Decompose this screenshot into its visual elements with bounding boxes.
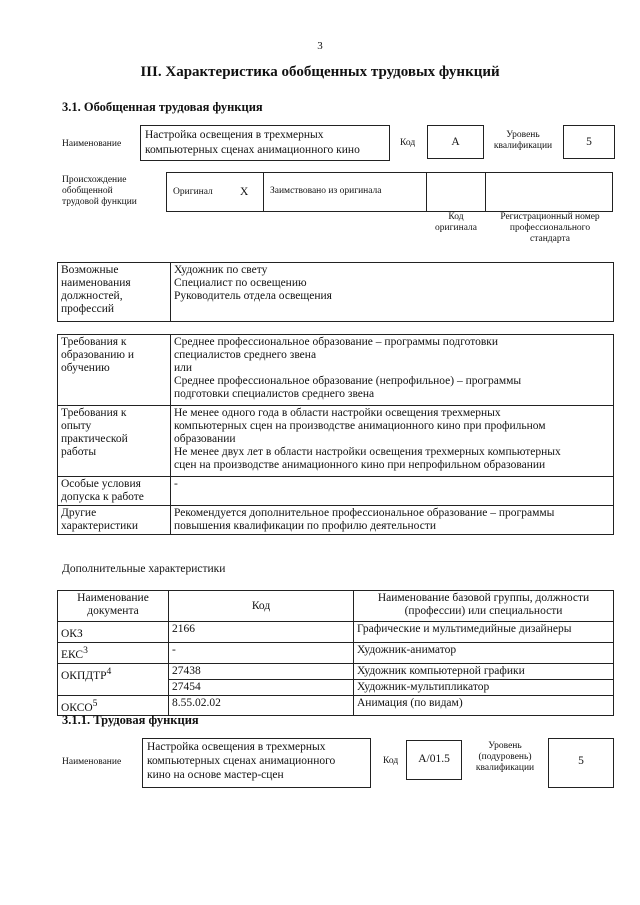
table-row <box>58 335 614 406</box>
name-cell: Художник-аниматор <box>354 642 614 663</box>
requirement-value-line: Рекомендуется дополнительное профессиональное образование – программы <box>174 507 555 519</box>
function-code-value: A/01.5 <box>418 753 450 765</box>
doc-cell <box>58 622 169 643</box>
positions-label-line: должностей, <box>61 290 123 302</box>
positions-label-line: Возможные <box>61 264 119 276</box>
additional-table <box>57 590 614 716</box>
requirement-value-cell <box>171 406 614 477</box>
position-item: Художник по свету <box>174 264 268 276</box>
table-row <box>58 663 614 679</box>
requirement-value-line: Среднее профессиональное образование – программы подготовки <box>174 336 499 348</box>
requirement-value-line: Среднее профессиональное образование (непрофильное) – программы <box>174 375 522 387</box>
function-name-line2: компьютерных сценах анимационного <box>147 755 336 767</box>
requirement-label-cell <box>58 506 171 535</box>
code-cell: 2166 <box>169 622 354 643</box>
positions-table <box>57 262 614 322</box>
requirement-value-line: Не менее одного года в области настройки освещения трехмерных <box>174 407 501 419</box>
doc-name: ОКПДТР <box>61 669 107 682</box>
original-mark: X <box>240 186 249 198</box>
requirement-label-line: образованию и <box>61 349 134 361</box>
function-level-line2: (подуровень) <box>478 752 532 762</box>
section-heading-3-1: 3.1. Обобщенная трудовая функция <box>62 100 263 114</box>
code-value-box <box>427 125 484 159</box>
level-label-line1: Уровень <box>506 130 540 140</box>
column-header-name <box>354 591 614 622</box>
doc-name: ОКСО <box>61 701 93 714</box>
doc-cell <box>58 663 169 695</box>
function-name-line3: кино на основе мастер-сцен <box>147 769 284 781</box>
requirement-label-line: опыту <box>61 420 92 432</box>
requirement-value-cell <box>171 477 614 506</box>
table-row <box>58 642 614 663</box>
section-heading-3-1-1: 3.1.1. Трудовая функция <box>62 713 199 727</box>
positions-label-line: профессий <box>61 303 115 315</box>
requirement-value-line: специалистов среднего звена <box>174 349 317 361</box>
requirement-value-line: образовании <box>174 433 236 445</box>
requirement-value-line: подготовки специалистов среднего звена <box>174 388 375 400</box>
name-label: Наименование <box>62 139 122 149</box>
function-level-line3: квалификации <box>475 763 535 773</box>
requirement-label-line: Особые условия <box>61 478 141 490</box>
function-code-box <box>406 740 462 780</box>
positions-label-line: наименования <box>61 277 131 289</box>
reg-number-caption <box>486 212 614 245</box>
table-row <box>58 477 614 506</box>
column-header-code: Код <box>169 591 354 622</box>
column-header-document <box>58 591 169 622</box>
origin-table <box>166 172 613 212</box>
requirement-label-cell <box>58 335 171 406</box>
code-original-caption <box>426 212 486 234</box>
additional-heading: Дополнительные характеристики <box>62 563 226 575</box>
borrowed-label: Заимствовано из оригинала <box>270 186 382 196</box>
requirement-value-line: компьютерных сцен на производстве анимационного кино при профильном <box>174 420 546 432</box>
function-name-line1: Настройка освещения в трехмерных <box>147 741 326 753</box>
positions-label-cell <box>58 263 171 322</box>
requirement-value-cell <box>171 506 614 535</box>
requirement-label-line: Требования к <box>61 407 127 419</box>
name-value-line1: Настройка освещения в трехмерных <box>145 129 324 141</box>
level-label <box>488 130 558 152</box>
table-row <box>58 622 614 643</box>
requirement-label-cell <box>58 477 171 506</box>
code-original-line1: Код <box>448 212 464 222</box>
page-title: III. Характеристика обобщенных трудовых функций <box>140 64 500 80</box>
doc-footnote: 4 <box>106 665 112 677</box>
name-value-line2: компьютерных сценах анимационного кино <box>145 144 360 156</box>
doc-name: ЕКС <box>61 648 84 661</box>
requirement-value-cell <box>171 335 614 406</box>
level-value: 5 <box>586 136 592 148</box>
requirement-value-line: Не менее двух лет в области настройки освещения трехмерных компьютерных <box>174 446 561 458</box>
function-level-line1: Уровень <box>488 741 522 751</box>
requirements-table <box>57 334 614 535</box>
name-cell: Анимация (по видам) <box>354 695 614 716</box>
origin-label-line1: Происхождение <box>62 175 127 185</box>
reg-number-line2: профессионального <box>509 223 591 233</box>
positions-value-cell <box>171 263 614 322</box>
table-row <box>58 406 614 477</box>
level-value-box <box>563 125 615 159</box>
level-label-line2: квалификации <box>493 141 553 151</box>
page-number: 3 <box>317 40 323 52</box>
requirement-label-line: Требования к <box>61 336 127 348</box>
column-header-line: (профессии) или специальности <box>404 605 563 617</box>
table-header-row <box>58 591 614 622</box>
column-header-line: Наименование базовой группы, должности <box>377 592 590 604</box>
requirement-label-line: допуска к работе <box>61 491 144 503</box>
requirement-label-line: обучению <box>61 362 110 374</box>
function-code-label: Код <box>383 756 399 766</box>
function-level-box <box>548 738 614 788</box>
original-label: Оригинал <box>173 187 213 197</box>
function-name-label: Наименование <box>62 757 122 767</box>
requirement-label-line: Другие <box>61 507 97 519</box>
requirement-value-line: сцен на производстве анимационного кино при непрофильном образовании <box>174 459 546 471</box>
origin-label <box>62 175 137 208</box>
origin-label-line2: обобщенной <box>62 186 113 196</box>
requirement-label-cell <box>58 406 171 477</box>
code-label: Код <box>400 138 416 148</box>
doc-name: ОКЗ <box>61 627 83 640</box>
name-cell: Графические и мультимедийные дизайнеры <box>354 622 614 643</box>
code-value: A <box>451 136 460 148</box>
position-item: Руководитель отдела освещения <box>174 290 332 302</box>
code-original-line2: оригинала <box>435 223 477 233</box>
doc-footnote: 3 <box>83 644 88 656</box>
origin-label-line3: трудовой функции <box>62 197 137 207</box>
function-level-label <box>466 741 544 774</box>
reg-number-line1: Регистрационный номер <box>500 212 600 222</box>
column-header-line: Наименование <box>77 592 149 604</box>
requirement-value-line: или <box>174 362 193 374</box>
reg-number-line3: стандарта <box>530 234 570 244</box>
doc-cell <box>58 642 169 663</box>
name-value-box <box>140 125 390 161</box>
doc-footnote: 5 <box>92 697 98 709</box>
code-cell: - <box>169 642 354 663</box>
requirement-label-line: работы <box>61 446 97 458</box>
code-cell: 8.55.02.02 <box>169 695 354 716</box>
name-cell: Художник компьютерной графики <box>354 663 614 679</box>
requirement-value-line: - <box>174 478 178 490</box>
function-level-value: 5 <box>578 755 584 767</box>
position-item: Специалист по освещению <box>174 277 307 289</box>
code-cell: 27454 <box>169 679 354 695</box>
table-row <box>58 506 614 535</box>
code-cell: 27438 <box>169 663 354 679</box>
column-header-line: документа <box>87 605 139 617</box>
requirement-label-line: практической <box>61 433 128 445</box>
requirement-label-line: характеристики <box>61 520 139 532</box>
function-name-box <box>142 738 371 788</box>
name-cell: Художник-мультипликатор <box>354 679 614 695</box>
requirement-value-line: повышения квалификации по профилю деятельности <box>174 520 436 532</box>
